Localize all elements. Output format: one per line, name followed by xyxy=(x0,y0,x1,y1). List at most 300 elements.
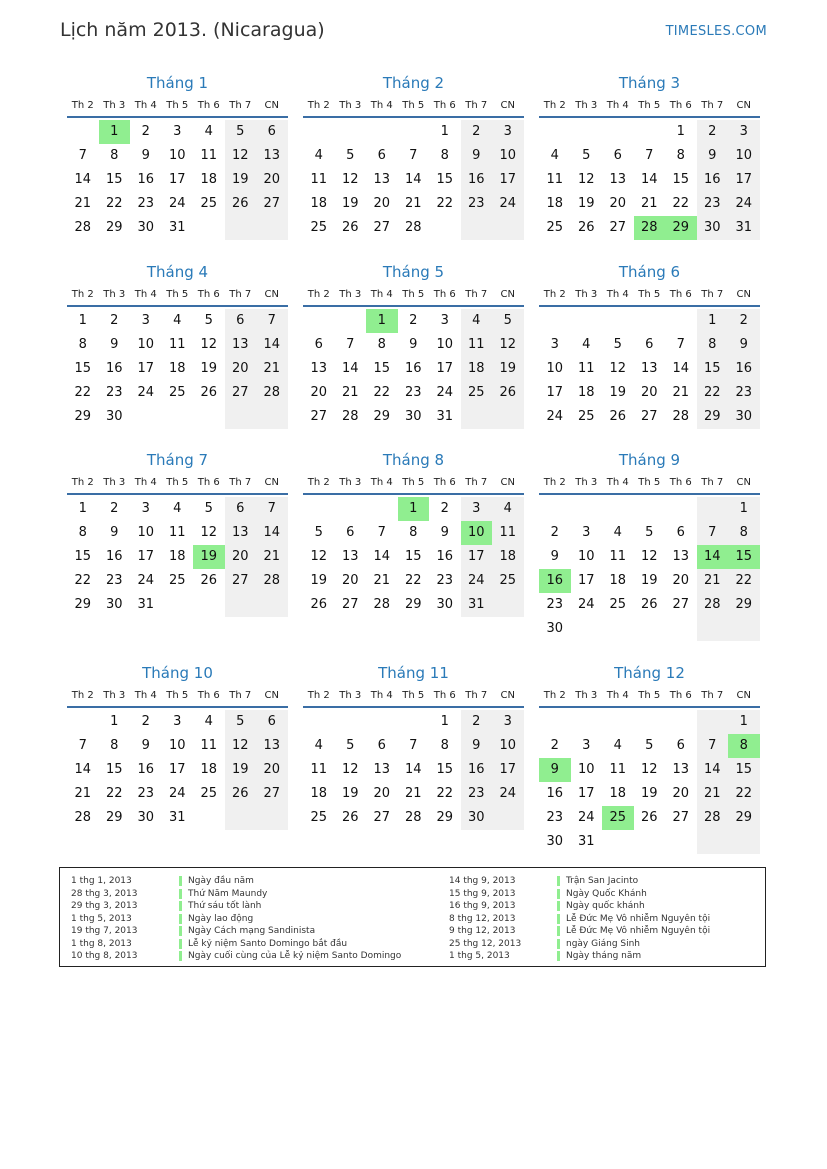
day-cell: 11 xyxy=(461,333,493,357)
day-cell: 17 xyxy=(492,168,524,192)
weekday-label: CN xyxy=(264,690,279,701)
day-cell: 8 xyxy=(409,525,418,540)
weekday-header xyxy=(303,96,524,118)
day-cell: 15 xyxy=(672,172,690,187)
day-cell: 9 xyxy=(550,549,559,564)
weekday-label: Th 3 xyxy=(103,100,126,111)
day-cell: 9 xyxy=(440,525,449,540)
weekday-header xyxy=(539,96,760,118)
weekday-label: Th 3 xyxy=(103,477,126,488)
day-cell: 29 xyxy=(404,597,422,612)
day-cell: 25 xyxy=(168,385,186,400)
day-cell: 21 xyxy=(341,385,359,400)
day-cell: 31 xyxy=(168,220,186,235)
day-cell: 12 xyxy=(640,762,658,777)
day-cell: 18 xyxy=(546,196,564,211)
legend-holiday-name: Ngày đầu năm xyxy=(179,876,254,886)
day-cell: 20 xyxy=(609,196,627,211)
day-cell: 2 xyxy=(550,525,559,540)
day-grid xyxy=(539,309,760,429)
weekday-label: CN xyxy=(736,477,751,488)
day-cell: 11 xyxy=(609,762,627,777)
day-cell: 21 xyxy=(697,569,729,593)
day-cell: 21 xyxy=(256,545,288,569)
weekday-label: Th 2 xyxy=(71,690,94,701)
day-cell: 11 xyxy=(200,148,218,163)
day-cell: 5 xyxy=(225,710,257,734)
day-cell: 30 xyxy=(137,220,155,235)
day-cell: 15 xyxy=(105,172,123,187)
weekday-label: Th 4 xyxy=(370,100,393,111)
day-cell: 4 xyxy=(492,497,524,521)
weekday-label: CN xyxy=(500,690,515,701)
empty-cell xyxy=(225,216,257,240)
day-cell: 13 xyxy=(310,361,328,376)
weekday-label: Th 6 xyxy=(433,289,456,300)
empty-cell xyxy=(225,405,257,429)
day-cell: 7 xyxy=(697,734,729,758)
day-cell: 19 xyxy=(310,573,328,588)
weekday-header xyxy=(539,686,760,708)
day-cell: 14 xyxy=(341,361,359,376)
day-cell: 12 xyxy=(225,144,257,168)
day-cell: 26 xyxy=(225,192,257,216)
weekday-header xyxy=(303,473,524,495)
legend-date: 10 thg 8, 2013 xyxy=(71,951,138,961)
weekday-label: Th 6 xyxy=(669,690,692,701)
day-cell: 3 xyxy=(141,501,150,516)
legend-holiday-name: Ngày Cách mạng Sandinista xyxy=(179,926,315,936)
day-cell: 27 xyxy=(225,569,257,593)
weekday-label: Th 2 xyxy=(543,690,566,701)
empty-cell xyxy=(665,830,697,854)
day-cell: 11 xyxy=(577,361,595,376)
month-name: Tháng 4 xyxy=(146,263,209,281)
day-cell: 13 xyxy=(225,521,257,545)
weekday-label: Th 3 xyxy=(575,690,598,701)
day-cell: 23 xyxy=(728,381,760,405)
empty-cell xyxy=(162,405,194,429)
day-cell: 25 xyxy=(168,573,186,588)
day-cell: 9 xyxy=(461,144,493,168)
day-cell: 1 xyxy=(440,714,449,729)
day-cell: 7 xyxy=(676,337,685,352)
day-cell: 7 xyxy=(697,521,729,545)
day-cell: 14 xyxy=(404,172,422,187)
day-cell: 22 xyxy=(105,196,123,211)
day-cell: 6 xyxy=(676,738,685,753)
empty-cell xyxy=(492,405,524,429)
day-cell: 13 xyxy=(609,172,627,187)
day-cell: 7 xyxy=(78,148,87,163)
day-cell: 21 xyxy=(672,385,690,400)
weekday-label: Th 5 xyxy=(638,100,661,111)
day-cell: 13 xyxy=(640,361,658,376)
day-cell: 19 xyxy=(577,196,595,211)
month-2 xyxy=(303,72,524,240)
empty-cell xyxy=(193,216,225,240)
day-cell: 6 xyxy=(645,337,654,352)
day-cell: 16 xyxy=(105,549,123,564)
day-cell: 3 xyxy=(461,497,493,521)
weekday-label: Th 7 xyxy=(465,289,488,300)
weekday-header xyxy=(67,285,288,307)
day-cell: 18 xyxy=(310,786,328,801)
day-cell: 23 xyxy=(137,196,155,211)
month-3 xyxy=(539,72,760,240)
day-cell: 19 xyxy=(609,385,627,400)
day-cell: 8 xyxy=(78,337,87,352)
page-title: Lịch năm 2013. (Nicaragua) xyxy=(60,19,325,41)
day-cell: 10 xyxy=(728,144,760,168)
month-name: Tháng 7 xyxy=(146,451,209,469)
weekday-label: Th 5 xyxy=(638,690,661,701)
day-cell: 28 xyxy=(672,409,690,424)
day-cell: 3 xyxy=(550,337,559,352)
day-cell: 26 xyxy=(225,782,257,806)
day-cell: 2 xyxy=(697,120,729,144)
empty-cell xyxy=(492,216,524,240)
holiday-day-cell: 1 xyxy=(99,120,131,144)
day-grid xyxy=(303,497,524,617)
day-cell: 5 xyxy=(204,501,213,516)
day-cell: 26 xyxy=(341,810,359,825)
day-cell: 11 xyxy=(546,172,564,187)
day-cell: 29 xyxy=(74,597,92,612)
weekday-header xyxy=(67,473,288,495)
day-cell: 12 xyxy=(492,333,524,357)
weekday-label: Th 4 xyxy=(606,289,629,300)
day-cell: 15 xyxy=(105,762,123,777)
day-cell: 20 xyxy=(672,573,690,588)
day-cell: 2 xyxy=(141,124,150,139)
month-name: Tháng 5 xyxy=(382,263,445,281)
day-cell: 3 xyxy=(440,313,449,328)
weekday-label: Th 6 xyxy=(197,477,220,488)
day-cell: 25 xyxy=(310,810,328,825)
legend-date: 15 thg 9, 2013 xyxy=(449,888,516,899)
day-cell: 28 xyxy=(404,810,422,825)
day-cell: 11 xyxy=(310,762,328,777)
day-cell: 31 xyxy=(461,593,493,617)
day-cell: 19 xyxy=(200,361,218,376)
day-cell: 14 xyxy=(256,521,288,545)
day-cell: 7 xyxy=(409,738,418,753)
day-cell: 21 xyxy=(640,196,658,211)
day-cell: 9 xyxy=(409,337,418,352)
day-cell: 13 xyxy=(256,144,288,168)
day-cell: 5 xyxy=(346,148,355,163)
day-cell: 22 xyxy=(105,786,123,801)
day-cell: 11 xyxy=(168,525,186,540)
day-cell: 6 xyxy=(346,525,355,540)
day-cell: 23 xyxy=(546,597,564,612)
weekday-label: Th 3 xyxy=(339,690,362,701)
weekday-label: Th 5 xyxy=(402,289,425,300)
weekday-label: Th 6 xyxy=(433,690,456,701)
day-cell: 6 xyxy=(377,148,386,163)
weekday-label: CN xyxy=(264,477,279,488)
day-cell: 2 xyxy=(550,738,559,753)
day-cell: 3 xyxy=(728,120,760,144)
day-cell: 15 xyxy=(436,762,454,777)
empty-cell xyxy=(539,120,571,144)
day-cell: 24 xyxy=(546,409,564,424)
month-name: Tháng 3 xyxy=(618,74,681,92)
day-cell: 6 xyxy=(225,497,257,521)
weekday-label: Th 5 xyxy=(166,477,189,488)
empty-cell xyxy=(303,309,335,333)
empty-cell xyxy=(193,405,225,429)
weekday-label: Th 5 xyxy=(166,100,189,111)
empty-cell xyxy=(130,405,162,429)
weekday-label: Th 7 xyxy=(701,289,724,300)
day-cell: 27 xyxy=(341,597,359,612)
day-grid xyxy=(303,120,524,240)
holiday-day-cell: 8 xyxy=(728,734,760,758)
weekday-label: CN xyxy=(500,477,515,488)
weekday-label: Th 2 xyxy=(307,100,330,111)
day-cell: 20 xyxy=(672,786,690,801)
day-cell: 7 xyxy=(256,309,288,333)
empty-cell xyxy=(492,593,524,617)
weekday-label: Th 6 xyxy=(197,690,220,701)
day-cell: 16 xyxy=(697,168,729,192)
day-cell: 26 xyxy=(609,409,627,424)
day-cell: 20 xyxy=(373,786,391,801)
holiday-day-cell: 9 xyxy=(539,758,571,782)
weekday-header xyxy=(539,473,760,495)
empty-cell xyxy=(665,309,697,333)
empty-cell xyxy=(571,617,603,641)
day-cell: 25 xyxy=(461,381,493,405)
day-cell: 28 xyxy=(341,409,359,424)
day-cell: 12 xyxy=(341,762,359,777)
day-cell: 1 xyxy=(110,714,119,729)
weekday-label: Th 2 xyxy=(543,477,566,488)
site-link[interactable]: TIMESLES.COM xyxy=(665,24,767,39)
day-cell: 27 xyxy=(373,810,391,825)
day-cell: 22 xyxy=(697,381,729,405)
day-cell: 8 xyxy=(78,525,87,540)
day-cell: 7 xyxy=(256,497,288,521)
empty-cell xyxy=(602,710,634,734)
weekday-label: Th 3 xyxy=(339,477,362,488)
holiday-day-cell: 19 xyxy=(193,545,225,569)
day-cell: 31 xyxy=(436,409,454,424)
month-name: Tháng 2 xyxy=(382,74,445,92)
day-cell: 27 xyxy=(256,782,288,806)
day-cell: 30 xyxy=(546,621,564,636)
day-cell: 19 xyxy=(341,786,359,801)
day-cell: 27 xyxy=(373,220,391,235)
month-7 xyxy=(67,449,288,617)
day-cell: 27 xyxy=(225,381,257,405)
weekday-label: Th 6 xyxy=(669,477,692,488)
holiday-day-cell: 10 xyxy=(461,521,493,545)
day-cell: 22 xyxy=(436,786,454,801)
day-cell: 5 xyxy=(582,148,591,163)
day-cell: 18 xyxy=(200,762,218,777)
weekday-label: Th 7 xyxy=(465,690,488,701)
day-cell: 8 xyxy=(377,337,386,352)
weekday-label: Th 7 xyxy=(701,690,724,701)
empty-cell xyxy=(634,497,666,521)
weekday-label: Th 2 xyxy=(71,289,94,300)
holiday-day-cell: 29 xyxy=(665,216,697,240)
day-cell: 24 xyxy=(137,385,155,400)
weekday-label: Th 3 xyxy=(339,289,362,300)
day-cell: 8 xyxy=(110,148,119,163)
day-cell: 2 xyxy=(409,313,418,328)
legend-holiday-name: Ngày lao động xyxy=(179,914,253,924)
day-cell: 5 xyxy=(225,120,257,144)
day-cell: 27 xyxy=(672,597,690,612)
day-grid xyxy=(67,710,288,830)
day-grid xyxy=(539,497,760,641)
weekday-label: Th 5 xyxy=(638,477,661,488)
empty-cell xyxy=(665,497,697,521)
weekday-label: CN xyxy=(500,100,515,111)
day-cell: 29 xyxy=(105,810,123,825)
holiday-day-cell: 16 xyxy=(539,569,571,593)
day-grid xyxy=(303,710,524,830)
day-cell: 8 xyxy=(728,521,760,545)
empty-cell xyxy=(335,120,367,144)
day-cell: 11 xyxy=(492,521,524,545)
weekday-label: Th 7 xyxy=(229,100,252,111)
day-cell: 19 xyxy=(492,357,524,381)
day-cell: 27 xyxy=(640,409,658,424)
empty-cell xyxy=(665,617,697,641)
day-cell: 28 xyxy=(697,593,729,617)
day-cell: 22 xyxy=(436,196,454,211)
empty-cell xyxy=(634,710,666,734)
day-cell: 19 xyxy=(640,786,658,801)
day-cell: 7 xyxy=(78,738,87,753)
day-cell: 21 xyxy=(373,573,391,588)
day-cell: 14 xyxy=(672,361,690,376)
day-cell: 17 xyxy=(461,545,493,569)
legend-holiday-name: Ngày tháng năm xyxy=(557,951,641,961)
month-name: Tháng 12 xyxy=(614,664,685,682)
legend-holiday-name: Thứ Năm Maundy xyxy=(179,889,267,899)
weekday-label: CN xyxy=(264,289,279,300)
weekday-label: Th 7 xyxy=(229,477,252,488)
weekday-label: Th 5 xyxy=(638,289,661,300)
day-cell: 20 xyxy=(225,545,257,569)
day-cell: 10 xyxy=(577,762,595,777)
day-cell: 21 xyxy=(74,196,92,211)
holiday-day-cell: 14 xyxy=(697,545,729,569)
empty-cell xyxy=(602,120,634,144)
day-cell: 4 xyxy=(204,124,213,139)
legend-holiday-name: Lễ kỷ niệm Santo Domingo bắt đầu xyxy=(179,939,347,949)
day-cell: 4 xyxy=(314,738,323,753)
day-cell: 13 xyxy=(672,762,690,777)
weekday-label: Th 5 xyxy=(166,690,189,701)
day-cell: 29 xyxy=(728,593,760,617)
day-cell: 2 xyxy=(110,313,119,328)
day-cell: 19 xyxy=(640,573,658,588)
empty-cell xyxy=(335,497,367,521)
weekday-label: Th 3 xyxy=(103,690,126,701)
empty-cell xyxy=(225,593,257,617)
holiday-day-cell: 1 xyxy=(398,497,430,521)
day-cell: 1 xyxy=(440,124,449,139)
day-cell: 6 xyxy=(676,525,685,540)
day-cell: 10 xyxy=(137,525,155,540)
day-cell: 28 xyxy=(373,597,391,612)
empty-cell xyxy=(256,806,288,830)
weekday-label: Th 2 xyxy=(71,100,94,111)
legend-holiday-name: ngày Giáng Sinh xyxy=(557,939,640,949)
day-cell: 23 xyxy=(105,385,123,400)
day-cell: 6 xyxy=(256,120,288,144)
empty-cell xyxy=(366,710,398,734)
day-cell: 10 xyxy=(577,549,595,564)
day-cell: 4 xyxy=(204,714,213,729)
day-cell: 20 xyxy=(373,196,391,211)
day-cell: 6 xyxy=(225,309,257,333)
day-cell: 3 xyxy=(173,124,182,139)
day-cell: 8 xyxy=(440,738,449,753)
weekday-label: Th 5 xyxy=(402,477,425,488)
day-cell: 23 xyxy=(436,573,454,588)
day-cell: 12 xyxy=(225,734,257,758)
day-cell: 5 xyxy=(645,525,654,540)
day-cell: 26 xyxy=(200,385,218,400)
day-cell: 4 xyxy=(173,501,182,516)
weekday-label: Th 5 xyxy=(166,289,189,300)
legend-date: 29 thg 3, 2013 xyxy=(71,901,138,911)
day-cell: 11 xyxy=(168,337,186,352)
day-cell: 12 xyxy=(200,525,218,540)
day-cell: 7 xyxy=(645,148,654,163)
empty-cell xyxy=(539,309,571,333)
weekday-label: Th 2 xyxy=(307,477,330,488)
month-9 xyxy=(539,449,760,641)
weekday-header xyxy=(539,285,760,307)
day-cell: 17 xyxy=(137,549,155,564)
day-grid xyxy=(67,309,288,429)
day-cell: 9 xyxy=(461,734,493,758)
day-cell: 26 xyxy=(640,810,658,825)
weekday-label: Th 4 xyxy=(134,690,157,701)
day-cell: 30 xyxy=(436,597,454,612)
day-cell: 27 xyxy=(609,220,627,235)
empty-cell xyxy=(571,710,603,734)
weekday-label: Th 6 xyxy=(669,289,692,300)
day-cell: 6 xyxy=(377,738,386,753)
day-cell: 24 xyxy=(577,597,595,612)
day-cell: 21 xyxy=(697,782,729,806)
day-cell: 25 xyxy=(492,569,524,593)
day-cell: 17 xyxy=(492,758,524,782)
legend-date: 16 thg 9, 2013 xyxy=(449,901,516,911)
month-name: Tháng 8 xyxy=(382,451,445,469)
empty-cell xyxy=(634,617,666,641)
day-cell: 29 xyxy=(373,409,391,424)
legend-date: 9 thg 12, 2013 xyxy=(449,926,516,936)
weekday-label: Th 4 xyxy=(134,289,157,300)
day-cell: 8 xyxy=(697,333,729,357)
empty-cell xyxy=(602,497,634,521)
day-cell: 1 xyxy=(697,309,729,333)
day-cell: 7 xyxy=(346,337,355,352)
month-name: Tháng 6 xyxy=(618,263,681,281)
day-cell: 16 xyxy=(546,786,564,801)
